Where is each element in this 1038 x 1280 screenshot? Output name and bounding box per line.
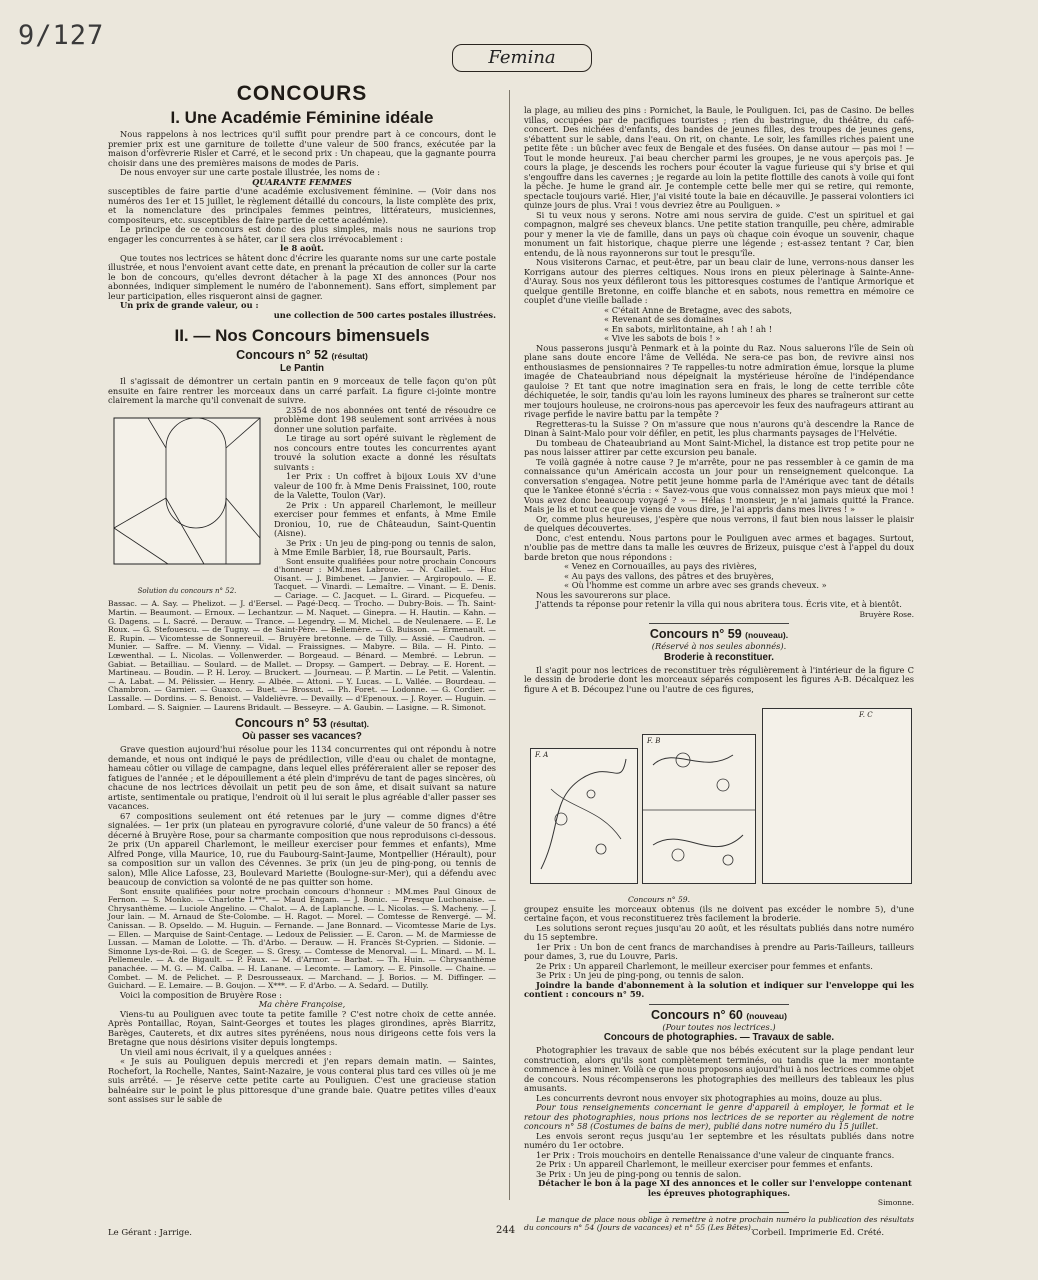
c59-paragraph-3: Les solutions seront reçues jusqu'au 20 août, et les résultats publiés dans notre numéro du 15 septembre. [524, 922, 914, 943]
contest-60-audience: (Pour toutes nos lectrices.) [662, 1021, 776, 1032]
c60-paragraph-4: Les envois seront reçus jusqu'au 1er septembre et les résultats publiés dans notre numéro du 1er octobre. [524, 1130, 914, 1151]
r-paragraph-1: la plage, au milieu des pins : Pornichet, la Baule, le Pouliguen. Ici, pas de Casino. De belles villas, occupées par de pacifiques touristes ; rien du bastringue, du théâtre, du café-concert. Des nichées d'enfants, des bandes de jeunes filles, des troupes de jeunes gens, s'ébattent sur le sable, dans l'eau. On rit, on chante. Le soir, les familles riches paient une petite fête : un bûcher avec feux de Bengale et des fusées. On danse autour — pas moi ! — Tout le monde heureux. J'ai beau chercher parmi les groupes, je ne vous aperçois pas. Je cours la plage, je descends les rochers pour écouter la vague furieuse qui s'y brise et qui s'engouffre dans les cavernes ; je regarde au loin la petite flottille des canots à voile qui font la pêche. Je hume le grand air. Je contemple cette belle mer qui se retire, qui remonte, spectacle toujours varié. Hier, j'ai visité toute la baie en décauville. Je passerai volontiers ici quinze jours de plus. Vrai ! vous devriez être au Pouliguen. » [524, 105, 914, 210]
r-paragraph-4: Nous passerons jusqu'à Penmark et à la pointe du Raz. Nous saluerons l'île de Sein où plane sans doute encore l'âme de Velléda. Ne sera-ce pas bon, de revivre ainsi nos enthousiasmes de pensionnaires ? Te rappelles-tu notre admiration émue, lorsque la plume imagée de Chateaubriand nous dépeignait la mystérieuse héroïne de l'indépendance gauloise ? Et tant que notre imagination sera en frais, le long de cette terrible côte déchiquetée, le soir, tandis qu'au loin les rayons lumineux des phares se traîneront sur cette mer toujours houleuse, ne croirons-nous pas apercevoir les feux des naufrageurs attirant au rivage perfide le navire battu par la tempête ? [524, 342, 914, 419]
brizeux-verse [524, 562, 914, 591]
c52-paragraph-1: Il s'agissait de démontrer un certain pantin en 9 morceaux de telle façon qu'on pût ensuite en faire rentrer les morceaux dans un carré parfait. La figure ci-jointe montre clairement la marche qu'il convenait de suivre. [108, 376, 496, 405]
contest-53-tag: (résultat). [330, 719, 370, 730]
s1-paragraph-2: De nous envoyer sur une carte postale illustrée, les noms de : [120, 167, 381, 177]
contest-59-title [524, 627, 914, 642]
figure-b-label: F. B [647, 737, 661, 745]
c53-paragraph-3: Voici la composition de Bruyère Rose : [120, 989, 282, 1000]
verse-line-4: « Vive les sabots de bois ! » [604, 333, 721, 343]
c60-paragraph-1: Photographier les travaux de sable que nos bébés exécutent sur la plage pendant leur construction, alors qu'ils sont complètement terminés, ou tandis que la mer montante commence à les miner. Voilà ce que nous proposons aujourd'hui à nos lectrices comme objet de concours. Nous récompenserons les photographies des meilleurs des tableaux les plus amusants. [524, 1045, 914, 1094]
c53-paragraph-5: Un vieil ami nous écrivait, il y a quelques années : [120, 1046, 332, 1057]
contest-53-title [108, 716, 496, 731]
c52-prize-2: 2e Prix : Un appareil Charlemont, le meilleur exerciser pour femmes et enfants, à Mme Emile Droniou, 10, rue de Châteaudun, Saint-Quentin (Aisne). [274, 499, 496, 538]
verse-line-6: « Au pays des vallons, des pâtres et des bruyères, [564, 570, 774, 581]
r-paragraph-7: Te voilà gagnée à notre cause ? Je m'arrête, pour ne pas ressembler à ce gamin de ma connaissance qu'un Américain accosta un jour pour un renseignement quelconque. La conversation s'engagea. Notre petit jeune homme parla de l'Amérique avec tant de détails que le Yankee étonné s'écria : « Savez-vous que vous connaissez mon pays mieux que moi ! Vous avez donc beaucoup voyagé ? » — Hélas ! monsieur, je n'ai jamais quitté la France. Mais je lis et tout ce que je viens de vous dire, je l'ai appris dans mes livres ! » [524, 456, 914, 514]
c60-paragraph-2: Les concurrents devront nous envoyer six photographies au moins, douze au plus. [536, 1092, 883, 1103]
c53-honor-list: Sont ensuite qualifiées pour notre prochain concours d'honneur : MM.mes Paul Ginoux de Fernon. — S. Monko. — Charlotte I.***. — Maud Engam. — J. Bonic. — Presque Luchonaise. — Chrysanthème. — Luciole Angelino. — Chalot. — A. de Laplanche. — L. Nicolas. — S. Macheny. — J. Jour lain. — M. Arnaud de Ste-Colombe. — H. Ragot. — Morel. — Comtesse de Renvergé. — M. Canissan. — B. Opseldo. — M. Huguin. — Fernande. — Jane Bonnard. — Vicomtesse Marie de Lys. — Ellen. — Marquise de Saint-Centage. — Ledoux de Pelissier. — E. Caron. — M. de Marmiesse de Lussan. — Maman de Lolotte. — Th. d'Arbo. — Derauw. — H. Francès St-Cyprien. — Sidonie. — Simonne Lys-de-Roi. — G. de Sceger. — S. Gresy. — Comtesse de Menorval. — L. Minard. — M. L. Pellemeule. — A. de Bigault. — P. Faux. — M. d'Armor. — Barbat. — Th. Huin. — Chrysanthème panachée. — M. G. — M. Calba. — H. Lanane. — Lecomte. — Lamory. — E. Pinsolle. — Chaine. — Combet. — M. de Pelichet. — P. Desrousseaux. — Marchand. — J. Borios. — M. Diffinger. — Guichard. — E. Lemaire. — B. Goujon. — X***. — F. d'Arbo. — A. Sedard. — Dutilly. [108, 886, 496, 991]
figure-c-label: F. C [859, 711, 873, 719]
figure-c-tile [762, 708, 912, 884]
c60-prize-3: 3e Prix : Un jeu de ping-pong ou tennis de salon. [536, 1168, 742, 1179]
c60-prize-1: 1er Prix : Trois mouchoirs en dentelle Renaissance d'une valeur de cinquante francs. [536, 1149, 895, 1160]
page-title: CONCOURS [236, 82, 368, 105]
separator-rule [649, 623, 789, 624]
c53-salutation: Ma chère Françoise, [258, 999, 346, 1010]
figure-a-label: F. A [535, 751, 549, 759]
section-1-title: I. Une Académie Féminine idéale [170, 108, 434, 127]
separator-rule-3 [649, 1212, 789, 1213]
contest-60-tag: (nouveau) [746, 1010, 787, 1021]
contest-59-subtitle: Broderie à reconstituer. [664, 651, 774, 663]
contest-52-title [108, 348, 496, 363]
verse-line-3: « En sabots, mirlitontaine, ah ! ah ! ah ! [604, 323, 773, 334]
r-paragraph-5: Regretteras-tu la Suisse ? On m'assure que nous n'aurons qu'à descendre la Rance de Dinan à Saint-Malo pour voir défiler, en petit, les plus charmants paysages de l'Helvétie. [524, 418, 914, 438]
separator-rule-2 [649, 1004, 789, 1005]
s1-paragraph-3: susceptibles de faire partie d'une académie exclusivement féminine. — (Voir dans nos numéros des 1er et 15 juillet, le règlement détaillé du concours, la liste complète des prix, et la nomenclature des principales femmes peintres, littérateurs, musiciennes, compositeurs, etc. susceptibles de faire partie de cette académie). [108, 186, 496, 225]
pantin-solution-diagram [108, 408, 266, 584]
figure-59-embroidery [524, 698, 914, 894]
c59-paragraph-1: Il s'agit pour nos lectrices de reconstituer très régulièrement à l'intérieur de la figure C le dessin de broderie dont les morceaux séparés composent les figures A-B. Décalquez les figure A et B. Découpez l'une ou l'autre de ces figures, [524, 664, 914, 694]
page-number: 244 [496, 1225, 516, 1236]
contest-53-subtitle: Où passer ses vacances? [242, 731, 362, 743]
s1-deadline: le 8 août. [280, 243, 324, 253]
contest-53-number: Concours n° 53 [234, 716, 327, 731]
contest-59-number: Concours n° 59 [649, 627, 742, 641]
verse-line-2: « Revenant de ses domaines [604, 314, 724, 324]
c52-prize-1: 1er Prix : Un coffret à bijoux Louis XV d'une valeur de 100 fr. à Mme Denis Fraissinet, 100, route de la Valette, Toulon (Var). [274, 471, 496, 500]
signature-bruyere-rose: Bruyère Rose. [859, 609, 914, 619]
c52-paragraph-3: Le tirage au sort opéré suivant le règlement de nos concours entre toutes les concurrentes ayant trouvé la solution exacte a donné les résultats suivants : [274, 433, 496, 472]
embroidery-pattern-a [531, 749, 637, 883]
c60-paragraph-3: Pour tous renseignements concernant le genre d'appareil à employer, le format et le retour des photographies, nous prions nos lectrices de se reporter au règlement de notre concours n° 58 (Costumes de bains de mer), publié dans notre numéro du 15 juillet. [524, 1102, 914, 1132]
c53-paragraph-1: Grave question aujourd'hui résolue pour les 1134 concurrentes qui ont répondu à notre demande, et nous ont indiqué le pays de prédilection, ville d'eau ou chalet de montagne, hameau côtier ou village de campagne, dans lequel elles préféreraient aller se reposer des fatigues de l'année ; et le dépouillement a été plein d'imprévu de tant de pages sincères, où chacune de nos lectrices dévoilait un petit peu de son âme, et disait suivant sa nature artiste, sentimentale ou pratique, l'endroit où il lui serait le plus agréable d'aller passer ses vacances. [108, 744, 496, 812]
r-paragraph-8: Or, comme plus heureuses, j'espère que nous verrons, il faut bien nous laisser le plaisir de quelques découvertes. [524, 513, 914, 533]
r-paragraph-10: Nous les savourerons sur place. [536, 589, 671, 600]
c60-detach-instruction: Détacher le bon à la page XI des annonces et le coller sur l'enveloppe contenant les épreuves photographiques. [538, 1178, 912, 1198]
section-2-title: II. — Nos Concours bimensuels [174, 326, 430, 345]
footer-gerant: Le Gérant : Jarrige. [108, 1228, 192, 1238]
c59-paragraph-2: groupez ensuite les morceaux obtenus (ils ne doivent pas excéder le nombre 5), d'une certaine façon, et vous reconstituerez très facilement la broderie. [524, 903, 914, 924]
s1-paragraph-5: Que toutes nos lectrices se hâtent donc d'écrire les quarante noms sur une carte postale illustrée, et nous l'envoient avant cette date, en prenant la précaution de coller sur la carte le bon de concours, qu'elles devront détacher à la page XI des annonces (Pour nos abonnées, indiquer simplement le numéro de l'abonnement). Sans effort, simplement par leur participation, elles risqueront ainsi de gagner. [108, 252, 496, 301]
r-paragraph-6: Du tombeau de Chateaubriand au Mont Saint-Michel, la distance est trop petite pour ne pas nous laisser attirer par cette excursion peu banale. [524, 437, 914, 457]
contest-52-number: Concours n° 52 [236, 348, 328, 362]
embroidery-pattern-b [643, 735, 755, 883]
s1-paragraph-1: Nous rappelons à nos lectrices qu'il suffit pour prendre part à ce concours, dont le premier prix est une garniture de toilette d'une valeur de 500 francs, exécutée par la maison d'orfèvrerie Risler et Carré, et le second prix : Un chapeau, que la gagnante pourra choisir dans une des premières maisons de modes de Paris. [108, 129, 496, 168]
c53-paragraph-4: Viens-tu au Pouliguen avec toute ta petite famille ? C'est notre choix de cette année. Après Pontaillac, Royan, Saint-Georges et toutes les plages girondines, après Biarritz, Barèges, Cauterets, et dix autres sites pyrénéens, nous nous dirigeons cette fois vers la Bretagne que nous désirions visiter depuis longtemps. [108, 1008, 496, 1048]
c52-paragraph-2: 2354 de nos abonnées ont tenté de résoudre ce problème dont 198 seulement sont arrivées à nous donner une solution parfaite. [274, 404, 496, 434]
r-paragraph-11: J'attends ta réponse pour retenir la villa qui nous abritera tous. Écris vite, et à bientôt. [536, 599, 902, 609]
s1-forty-women: QUARANTE FEMMES [252, 176, 352, 187]
contest-60-subtitle: Concours de photographies. — Travaux de sable. [603, 1032, 835, 1044]
figure-52-caption: Solution du concours n° 52. [137, 587, 237, 595]
r-paragraph-3: Nous visiterons Carnac, et peut-être, par un beau clair de lune, verrons-nous danser les Korrigans autour des pierres celtiques. Nous irons en pieux pèlerinage à Sainte-Anne-d'Auray. Sous nos yeux défileront tous les pittoresques costumes de l'antique Armorique et quelque gentille Bretonne, en coiffe blanche et en sabots, nous remettra en mémoire ce couplet d'une vieille ballade : [524, 257, 914, 305]
signature-simonne: Simonne. [877, 1198, 914, 1208]
footer-printer: Corbeil. Imprimerie Ed. Crété. [752, 1228, 885, 1238]
s1-prize-line-2: une collection de 500 cartes postales illustrées. [273, 309, 496, 320]
contest-52-subtitle: Le Pantin [279, 363, 325, 374]
figure-b-tile [642, 734, 756, 884]
column-divider [509, 90, 510, 1200]
c60-prize-2: 2e Prix : Un appareil Charlemont, le meilleur exerciser pour femmes et enfants. [536, 1159, 873, 1170]
figure-59-caption: Concours n° 59. [627, 895, 691, 904]
verse-line-7: « Où l'homme est comme un arbre avec ses grands cheveux. » [564, 580, 827, 590]
r-paragraph-9: Donc, c'est entendu. Nous partons pour le Pouliguen avec armes et bagages. Surtout, n'oublie pas de mettre dans ta malle les œuvres de Brizeux, puisque c'est à l'appel du doux barde breton que nous répondons : [524, 532, 914, 562]
handwritten-reference: 9/127 [18, 20, 105, 51]
masthead-femina: Femina [452, 44, 592, 72]
contest-60-number: Concours n° 60 [651, 1007, 743, 1022]
c52-honor-list: Sont ensuite qualifiées pour notre prochain Concours d'honneur : MM.mes Labroue. — N. Caillet. — Huc Oisant. — J. Bimbenet. — Janvier. — Argiropoulo. — E. Tacquet. — Vinardi. — Lemaître. — Vinant. — E. Denis. — Cariage. — C. Jacquet. — L. Girard. — Picquefeu. — Bassac. — A. Say. — Phelizot. — J. d'Eersel. — Pagé-Decq. — Trocho. — Dubry-Bois. — Th. Saint-Martin. — Beaumont. — Ernoux. — Lechantzur. — M. Naquet. — Ginepra. — H. Hautin. — Kahn. — G. Dagens. — L. Sacré. — Derauw. — Trance. — Legendry. — M. Michel. — de Neulenaere. — E. Le Roux. — G. Stefouescu. — de Tugny. — de Saint-Père. — Bellemère. — G. Buisson. — Ermenault. — E. Rupin. — Vicomtesse de Sonnereuil. — Bruyère bretonne. — de Tilly. — Assié. — Caudron. — Munier. — Saffre. — M. Vienny. — Vidal. — Fraissignes. — Mabyre. — Bila. — H. Pinto. — Lœwenthal. — L. Nicolas. — Vollenwerder. — Borgeaud. — Bénard. — Membré. — Lebrun. — Gabiat. — Betailliau. — Soulard. — de Mallet. — Dropsy. — Gampert. — Debray. — E. Horent. — Martineau. — Boudin. — P. H. Leroy. — Bruckert. — Journeau. — P. Martin. — Le Petit. — Valentin. — A. Labat. — M. Pélissier. — Henry. — Albée. — Attoni. — Y. Lucas. — L. Vallée. — Bourdeau. — Chambron. — Garnier. — Guaxco. — Buet. — Brossut. — Ph. Foret. — Lodonne. — G. Cordier. — Lassalle. — Dordins. — S. Benoist. — Valdelièvre. — Devailly. — d'Epenoux. — J. Royer. — Huguin. — Lombard. — S. Saignier. — Laurens Bridault. — Besseyre. — A. Gaubin. — Lasigne. — R. Simonot. [108, 556, 496, 712]
c59-prize-1: 1er Prix : Un bon de cent francs de marchandises à prendre au Paris-Tailleurs, tailleurs pour dames, 3, rue du Louvre, Paris. [524, 941, 914, 962]
contest-52-tag: (résultat) [331, 351, 368, 361]
c53-paragraph-2: 67 compositions seulement ont été retenues par le jury — comme dignes d'être signalées. — 1er prix (un plateau en pyrogravure colorié, d'une valeur de 50 francs) a été décerné à Bruyère Rose, pour sa charmante composition que nous reproduisons ci-dessous. 2e prix (Un appareil Charlemont, le meilleur exerciser pour femmes et enfants), Mme Alfred Ponge, villa Maurice, 10, rue du Faubourg-Saint-Jaume, Montpellier (Hérault), pour sa composition sur un vallon des Cévennes. 3e prix (un jeu de ping-pong, ou tennis de salon), Mlle Alice Lafosse, 23, Boulevard Mariette (Boulogne-sur-Mer), qui a défendu avec beaucoup de conviction sa volonté de ne pas quitter son home. [108, 810, 496, 888]
figure-52-solution [108, 408, 266, 594]
verse-line-5: « Venez en Cornouailles, au pays des rivières, [564, 561, 757, 571]
c59-prize-3: 3e Prix : Un jeu de ping-pong, ou tennis de salon. [536, 970, 744, 981]
ballad-verse [524, 306, 914, 344]
contest-59-tag: (nouveau). [745, 630, 789, 640]
contest-59-reserved: (Réservé à nos seules abonnés). [651, 641, 787, 651]
r-paragraph-2: Si tu veux nous y serons. Notre ami nous servira de guide. C'est un spirituel et gai compagnon, malgré ses cheveux blancs. Une petite station tranquille, peu chère, admirable pour y mener la vie de famille, dans un pays où chaque coin évoque un souvenir, chaque monument un fait historique, chaque pierre une légende ; est-assez tentant ? Car, bien entendu, de là nous rayonnerons sur tout le presqu'île. [524, 209, 914, 258]
left-column [108, 82, 496, 1194]
c59-join-instruction: Joindre la bande d'abonnement à la solution et indiquer sur l'enveloppe qui les contient : concours n° 59. [524, 979, 914, 1000]
figure-a-tile [530, 748, 638, 884]
verse-line-1: « C'était Anne de Bretagne, avec des sabots, [604, 304, 793, 315]
c53-paragraph-6: « Je suis au Pouliguen depuis mercredi et j'en repars demain matin. — Saintes, Rochefort, la Rochelle, Nantes, Saint-Nazaire, je vous conterai plus tard ces villes où je me suis arrêté. — Je réserve cette petite carte au Pouliguen. C'est une gracieuse station balnéaire sur le point le plus pittoresque d'une grande baie. Quatre petites villes d'eaux sont assises sur le sable de [108, 1056, 496, 1105]
space-note: Le manque de place nous oblige à remettre à notre prochain numéro la publication des résultats du concours n° 54 (Jours de vacances) et n° 55 (Les Bêtes). [524, 1214, 914, 1233]
s1-prize-line-1: Un prix de grande valeur, ou : [120, 300, 259, 310]
c52-prize-3: 3e Prix : Un jeu de ping-pong ou tennis de salon, à Mme Emile Barbier, 18, rue Boursault, Paris. [274, 537, 496, 557]
contest-60-title [524, 1008, 914, 1023]
s1-paragraph-4: Le principe de ce concours est donc des plus simples, mais nous ne saurions trop engager les concurrentes à se hâter, car il sera clos irrévocablement : [108, 224, 496, 244]
c59-prize-2: 2e Prix : Un appareil Charlemont, le meilleur exerciser pour femmes et enfants. [536, 960, 873, 971]
